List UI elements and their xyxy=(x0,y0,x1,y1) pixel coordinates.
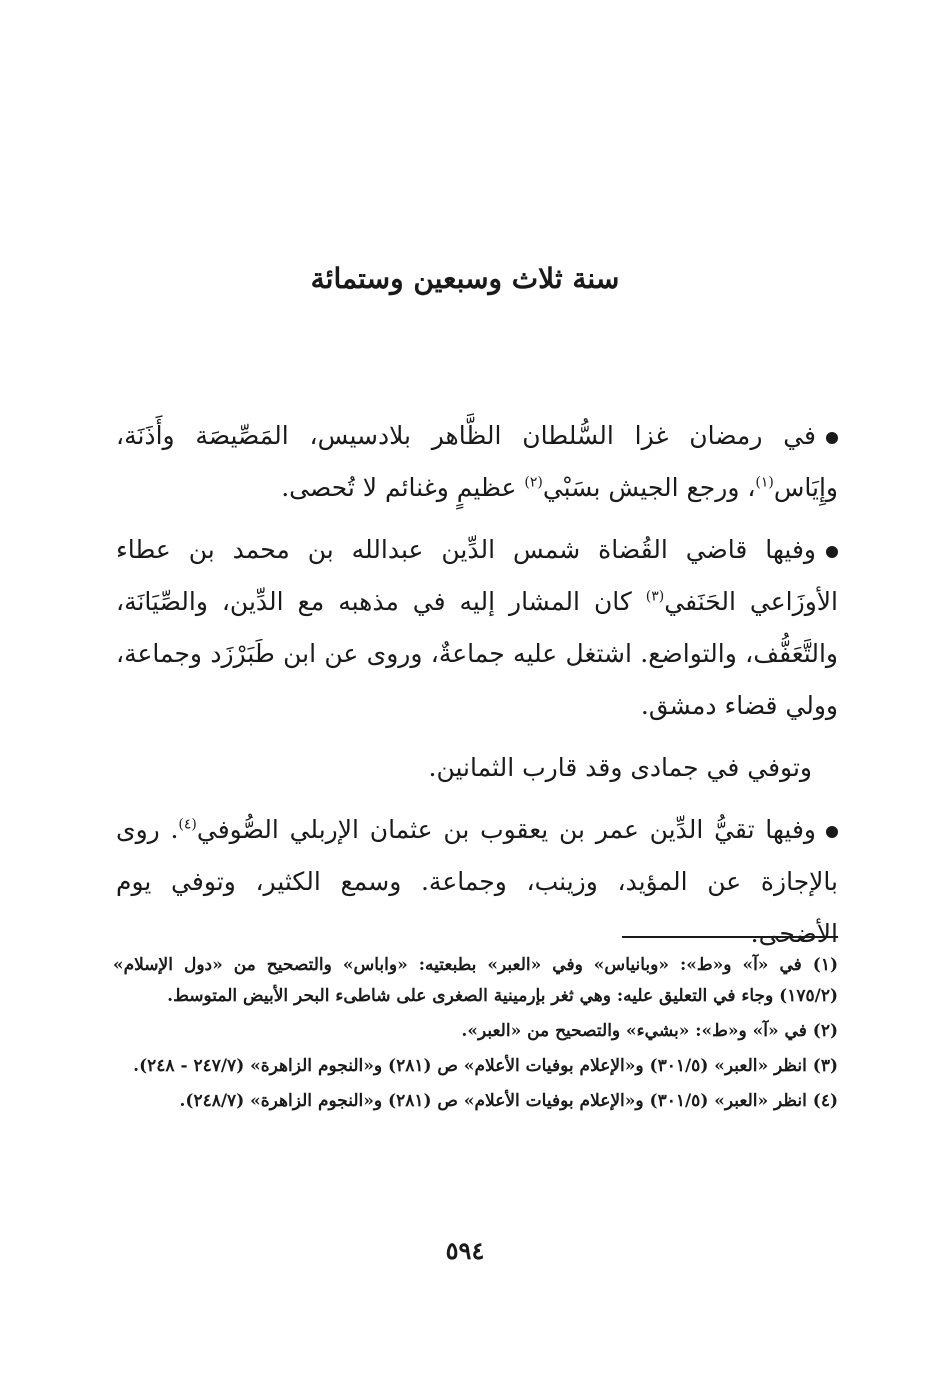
footnote-4: (٤) انظر «العبر» (٣٠١/٥) و«الإعلام بوفيات الأعلام» ص (٢٨١) و«النجوم الزاهرة» (٢٤٨/٧). xyxy=(179,1091,838,1111)
footnote-ref: (١) xyxy=(755,474,774,491)
footnote-1: (١) في «آ» و«ط»: «وبانياس» وفي «العبر» بطبعتيه: «واباس» والتصحيح من «دول الإسلام» (١٧٥/٢) وجاء في التعليق عليه: وهي ثغر بإرمينية الصغرى على شاطىء البحر الأبيض المتوسط. xyxy=(113,955,838,1006)
footnote-2: (٢) في «آ» و«ط»: «بشيء» والتصحيح من «العبر». xyxy=(461,1021,838,1041)
footnotes xyxy=(113,950,838,1121)
bullet-icon xyxy=(826,546,838,558)
footnote-ref: (٤) xyxy=(178,816,197,833)
paragraph-2: وفيها قاضي القُضاة شمس الدِّين عبدالله بن محمد بن عطاء الأوزَاعي الحَنَفي$^{(٣)}$ كان المشار إليه في مذهبه مع الدِّين، والصِّيَانَة، والتَّعَفُّف، والتواضع. اشتغل عليه جماعةٌ، وروى عن ابن طَبَرْزَد وجماعة، وولي قضاء دمشق. xyxy=(116,535,838,720)
footnote-3: (٣) انظر «العبر» (٣٠١/٥) و«الإعلام بوفيات الأعلام» ص (٢٨١) و«النجوم الزاهرة» (٢٤٧/٧ - ٢٤٨). xyxy=(133,1056,838,1076)
footnote-divider xyxy=(622,936,838,938)
paragraph-3: وتوفي في جمادى وقد قارب الثمانين. xyxy=(428,753,812,782)
paragraph-4: وفيها تقيُّ الدِّين عمر بن يعقوب بن عثمان الإربلي الصُّوفي$^{(٤)}$. روى بالإجازة عن المؤيد، وزينب، وجماعة. وسمع الكثير، وتوفي يوم الأضحى. xyxy=(116,815,838,948)
main-text xyxy=(116,410,838,970)
bullet-icon xyxy=(826,826,838,838)
paragraph-1: في رمضان غزا السُّلطان الظَّاهر بلادسيس، المَصِّيصَة وأَذَنَة، وإِيَاس$^{(١)}$، ورجع الجيش بسَبْي$^{(٢)}$ عظيمٍ وغنائم لا تُحصى. xyxy=(116,421,838,502)
section-title: سنة ثلاث وسبعين وستمائة xyxy=(310,262,620,295)
page-number: ٥٩٤ xyxy=(445,1236,485,1265)
footnote-ref: (٣) xyxy=(645,588,665,605)
bullet-icon xyxy=(826,432,838,444)
footnote-ref: (٢) xyxy=(524,474,543,491)
